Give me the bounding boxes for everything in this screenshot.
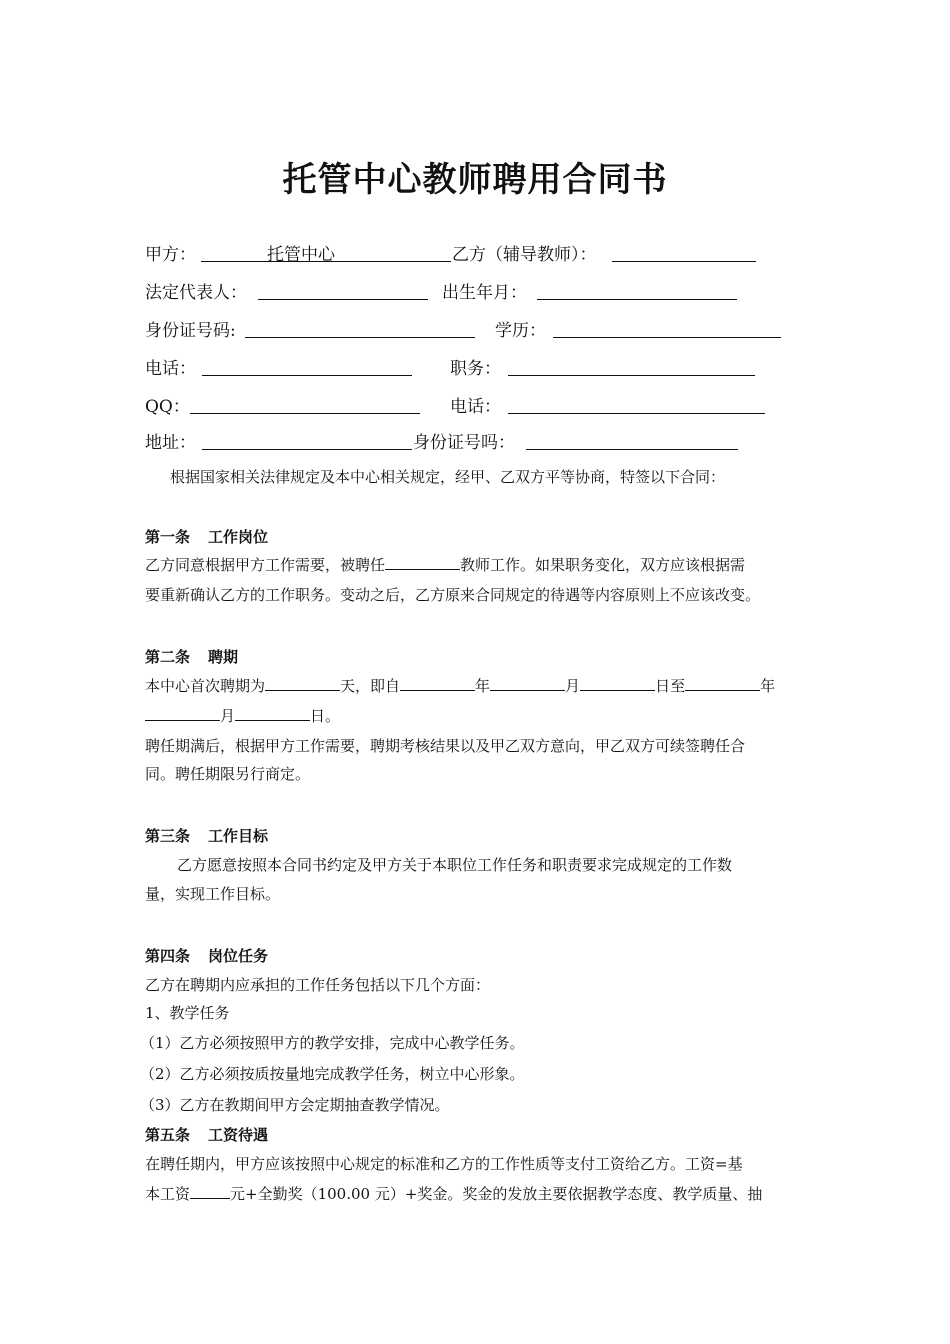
art2-day-to-label: 日至 — [655, 677, 686, 695]
info-line-rep — [145, 280, 825, 306]
art2-days-blank — [265, 674, 340, 691]
page-title: 托管中心教师聘用合同书 — [282, 160, 668, 200]
article-1-text-a: 乙方同意根据甲方工作需要，被聘任 — [145, 556, 386, 574]
info-line-phone — [145, 356, 825, 382]
art2-start-day-blank — [580, 674, 655, 691]
art2-end-year-blank — [685, 674, 760, 691]
party-a-label: 甲方： — [145, 245, 196, 265]
id-blank — [245, 318, 475, 338]
article-2-line-3: 聘任期满后，根据甲方工作需要，聘期考核结果以及甲乙双方意向，甲乙双方可续签聘任合 — [145, 737, 746, 755]
article-1-line-1 — [145, 553, 825, 577]
education-blank — [553, 318, 781, 338]
phone-blank-b — [508, 394, 765, 414]
art2-end-month-label: 月 — [220, 707, 236, 725]
article-4-line-2: 1、教学任务 — [145, 1004, 230, 1022]
article-5-line-1: 在聘任期内，甲方应该按照中心规定的标准和乙方的工作性质等支付工资给乙方。工资=基 — [145, 1155, 743, 1173]
article-4-line-3: （1）乙方必须按照甲方的教学安排，完成中心教学任务。 — [140, 1034, 525, 1052]
id-label: 身份证号码: — [145, 321, 236, 341]
phone-blank-a — [202, 356, 412, 376]
info-line-parties — [145, 242, 825, 268]
article-2-line-2 — [145, 704, 825, 728]
article-1-text-b: 教师工作。如果职务变化，双方应该根据需 — [460, 556, 746, 574]
art2-start-month-blank — [490, 674, 565, 691]
article-3-line-1: 乙方愿意按照本合同书约定及甲方关于本职位工作任务和职责要求完成规定的工作数 — [177, 856, 733, 874]
article-4-heading — [145, 945, 268, 966]
legal-rep-blank — [258, 280, 428, 300]
education-label: 学历： — [495, 321, 546, 341]
intro-paragraph: 根据国家相关法律规定及本中心相关规定，经甲、乙双方平等协商，特签以下合同： — [170, 468, 726, 486]
article-4-line-4: （2）乙方必须按质按量地完成教学任务，树立中心形象。 — [140, 1065, 525, 1083]
article-4-line-5: （3）乙方在教期间甲方会定期抽查教学情况。 — [140, 1096, 450, 1114]
art2-end-month-blank — [145, 704, 220, 721]
article-3-title: 工作目标 — [208, 827, 269, 845]
art2-from-label: 天，即自 — [340, 677, 401, 695]
article-5-line-2 — [145, 1182, 825, 1206]
article-2-heading — [145, 646, 238, 667]
article-2-title: 聘期 — [208, 648, 239, 666]
art2-first-term-label: 本中心首次聘期为 — [145, 677, 266, 695]
article-5-title: 工资待遇 — [208, 1126, 269, 1144]
legal-rep-label: 法定代表人： — [145, 283, 247, 303]
article-2-number: 第二条 — [145, 648, 191, 666]
article-1-heading — [145, 526, 268, 547]
article-1-line-2: 要重新确认乙方的工作职务。变动之后，乙方原来合同规定的待遇等内容原则上不应该改变。 — [145, 586, 761, 604]
art2-end-day-blank — [235, 704, 310, 721]
article-1-blank — [385, 553, 460, 570]
article-3-line-2: 量，实现工作目标。 — [145, 885, 281, 903]
address-label: 地址： — [145, 433, 196, 453]
party-b-blank — [612, 242, 756, 262]
position-blank — [508, 356, 755, 376]
phone-label-a: 电话： — [145, 359, 196, 379]
birth-label: 出生年月： — [442, 283, 527, 303]
article-2-line-4: 同。聘任期限另行商定。 — [145, 765, 311, 783]
id-label-b: 身份证号吗： — [413, 433, 515, 453]
article-5-text-a: 本工资 — [145, 1185, 191, 1203]
position-label: 职务： — [450, 359, 501, 379]
qq-blank — [190, 394, 420, 414]
art2-start-year-blank — [400, 674, 475, 691]
info-line-id — [145, 318, 825, 344]
art2-month-label: 月 — [565, 677, 581, 695]
address-blank — [202, 430, 412, 450]
birth-blank — [537, 280, 737, 300]
article-3-heading — [145, 825, 268, 846]
qq-label: QQ： — [145, 397, 190, 417]
art2-year-label: 年 — [475, 677, 491, 695]
id-blank-b — [526, 430, 738, 450]
article-5-heading — [145, 1124, 268, 1145]
party-a-value: 托管中心 — [267, 245, 335, 265]
article-5-text-b: 元+全勤奖（100.00 元）+奖金。奖金的发放主要依据教学态度、教学质量、抽 — [230, 1185, 763, 1203]
article-4-line-1: 乙方在聘期内应承担的工作任务包括以下几个方面： — [145, 976, 491, 994]
article-2-line-1 — [145, 674, 825, 698]
article-3-number: 第三条 — [145, 827, 191, 845]
article-5-number: 第五条 — [145, 1126, 191, 1144]
info-line-qq — [145, 394, 825, 420]
art2-end-day-label: 日。 — [310, 707, 341, 725]
art2-end-year-label: 年 — [760, 677, 776, 695]
phone-label-b: 电话： — [450, 397, 501, 417]
article-1-title: 工作岗位 — [208, 528, 269, 546]
article-4-title: 岗位任务 — [208, 947, 269, 965]
article-1-number: 第一条 — [145, 528, 191, 546]
article-4-number: 第四条 — [145, 947, 191, 965]
base-salary-blank — [190, 1182, 230, 1199]
info-line-address — [145, 430, 825, 456]
party-b-label: 乙方（辅导教师）： — [452, 245, 597, 265]
